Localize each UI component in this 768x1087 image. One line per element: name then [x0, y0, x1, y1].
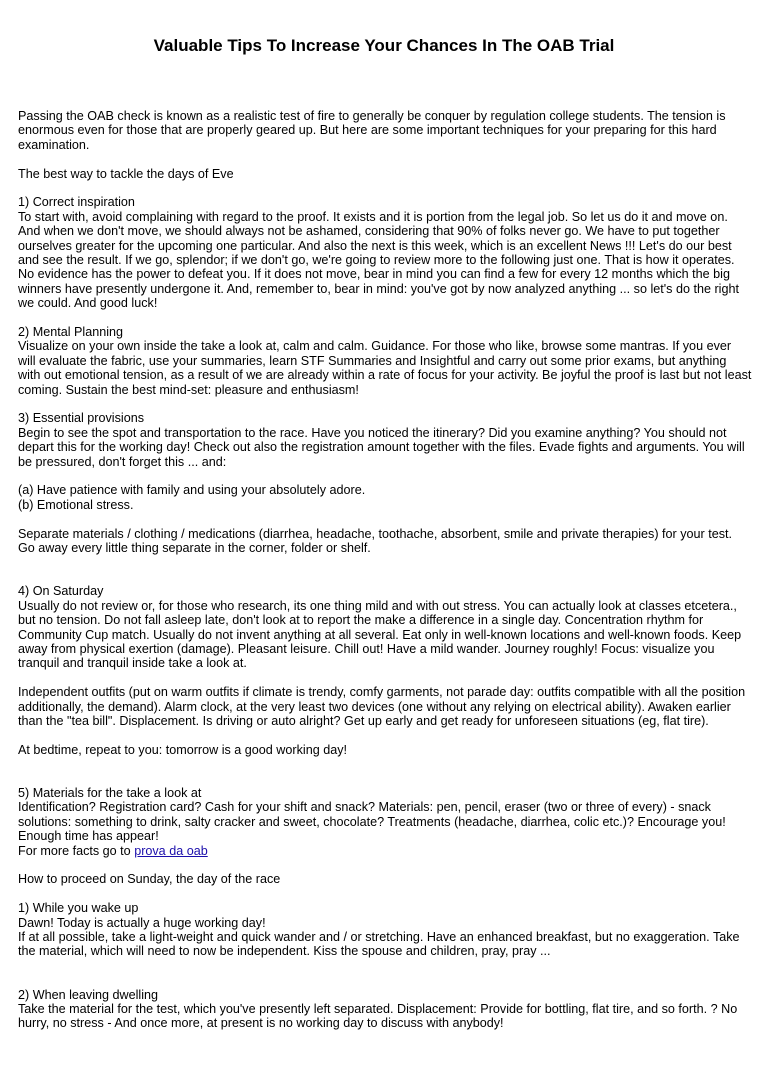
wake-up-paragraph-2: If at all possible, take a light-weight and quick wander and / or stretching. Have an enhanced breakfast, but no exaggeration. Take the material, which will need to now be independent. Kiss the spouse and children, pray, pray ...: [18, 929, 740, 959]
section-2-heading: 2) Mental Planning: [18, 325, 124, 340]
prova-da-oab-link[interactable]: prova da oab: [134, 843, 208, 858]
more-info-prefix: For more facts go to: [18, 843, 135, 858]
section-3-paragraph-1: Begin to see the spot and transportation to the race. Have you noticed the itinerary? Did you examine anything? You should not depart this for the working day! Check out also the registration amount together with the files. Evade fights and arguments. You will be pressured, don't forget this ... and:: [18, 425, 745, 469]
section-4-heading: 4) On Saturday: [18, 584, 104, 599]
section-5-heading: 5) Materials for the take a look at: [18, 785, 202, 800]
section-4-paragraph-2: Independent outfits (put on warm outfits if climate is trendy, comfy garments, not parade day: outfits compatible with all the position additionally, the demand). Alarm clock, at the very least two devices (one without any relying on electrical ability). Awaken earlier than the "tea bill". Displacement. Is driving or auto alright? Get up early and get ready for unforeseen situations (eg, flat tire).: [18, 685, 746, 728]
section-2-paragraph-1: Visualize on your own inside the take a look at, calm and calm. Guidance. For those who like, browse some mantras. If you ever will evaluate the fabric, use your summaries, learn STF Summaries and Insightful and carry out some prior exams, but anything with out emotional tension, as a result of we are already within a rate of focus for your activity. Be joyful the proof is last but not least coming. Sustain the best mind-set: pleasure and enthusiasm!: [18, 339, 752, 397]
section-5-more-info: [18, 844, 752, 858]
section-1-paragraph-1: To start with, avoid complaining with regard to the proof. It exists and it is portion from the legal job. So let us do it and move on. And when we don't move, we should always not be ashamed, considering that 90% of folks never go. We have to put together ourselves greater for the upcoming one particular. And also the next is this week, which is an excellent News !!! Let's do our best and see the result. If we go, splendor; if we don't go, we're going to review more to the following just one. That is how it operates.: [18, 209, 735, 268]
section-3-paragraph-2: Separate materials / clothing / medications (diarrhea, headache, toothache, absorbent, smile and private therapies) for your test. Go away every little thing separate in the corner, folder or shelf.: [18, 526, 733, 556]
sunday-heading: How to proceed on Sunday, the day of the race: [18, 872, 281, 887]
section-3-item-a: (a) Have patience with family and using your absolutely adore.: [18, 483, 366, 498]
section-1-paragraph-2: No evidence has the power to defeat you. If it does not move, bear in mind you can find a few for every 12 months which the big winners have presently undergone it. And, remember to, bear in mind: you've got by now analyzed anything ... so let's do the right we could. And good luck!: [18, 267, 739, 311]
leaving-home-heading: 2) When leaving dwelling: [18, 987, 159, 1002]
wake-up-heading: 1) While you wake up: [18, 901, 139, 916]
section-4-paragraph-1: Usually do not review or, for those who research, its one thing mild and with out stress. You can actually look at classes etcetera., but no tension. Do not fall asleep late, don't look at to report the make a difference in a single day. Concentration rhythm for Community Cup match. Usually do not invent anything at all several. Eat only in well-known locations and well-known foods. Keep away from physical exertion (damage). Pleasant leisure. Chill out! Have a mild wander. Journey roughly! Focus: visualize you tranquil and tranquil inside take a look at.: [18, 598, 742, 671]
section-4-paragraph-3: At bedtime, repeat to you: tomorrow is a good working day!: [18, 742, 348, 757]
leaving-home-paragraph-1: Take the material for the test, which you've presently left separated. Displacement: Provide for bottling, flat tire, and so forth. ? No hurry, no stress - And once more, at present is no working day to discuss with anybody!: [18, 1001, 738, 1031]
document-body: [18, 109, 752, 1031]
section-3-heading: 3) Essential provisions: [18, 411, 144, 426]
wake-up-paragraph-1: Dawn! Today is actually a huge working day!: [18, 915, 266, 930]
page-title: Valuable Tips To Increase Your Chances In The OAB Trial: [153, 36, 615, 55]
intro-paragraph: Passing the OAB check is known as a realistic test of fire to generally be conquer by regulation college students. The tension is enormous even for those that are properly geared up. But here are some important techniques for your preparing for this hard examination.: [18, 109, 726, 152]
eve-heading: The best way to tackle the days of Eve: [18, 166, 234, 181]
section-3-item-b: (b) Emotional stress.: [18, 497, 134, 512]
section-1-heading: 1) Correct inspiration: [18, 195, 135, 210]
section-5-paragraph-1: Identification? Registration card? Cash for your shift and snack? Materials: pen, pencil, eraser (two or three of every) - snack solutions: something to drink, salty cracker and sweet, chocolate? Treatments (headache, diarrhea, colic etc.)? Encourage you! Enough time has appear!: [18, 800, 726, 844]
